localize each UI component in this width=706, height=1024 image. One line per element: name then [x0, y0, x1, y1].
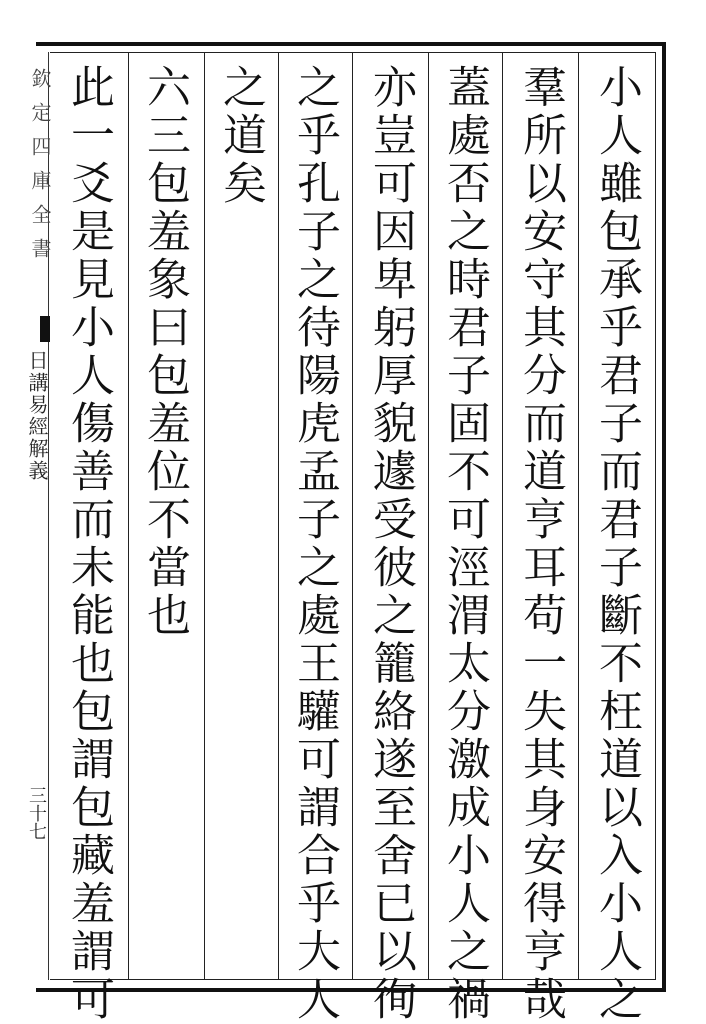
text-column-7: 六三包羞象曰包羞位不當也 [139, 64, 190, 640]
column-rule [278, 52, 279, 980]
column-rule [204, 52, 205, 980]
column-rule [428, 52, 429, 980]
column-rule [578, 52, 579, 980]
text-column-2: 羣所以安守其分而道亨耳苟一失其身安得亨哉 [515, 64, 566, 1024]
text-column-3: 蓋處否之時君子固不可涇渭太分激成小人之禍 [439, 64, 490, 1024]
text-column-8: 此一爻是見小人傷善而未能也包謂包藏羞謂可 [63, 64, 114, 1024]
margin-book-title: 日講易經解義 [25, 350, 49, 482]
margin-page-number: 三十七 [26, 786, 47, 840]
column-rule [352, 52, 353, 980]
margin-header: 欽定四庫全書 [28, 68, 52, 272]
column-rule [502, 52, 503, 980]
fold-marker [40, 316, 50, 342]
text-column-4: 亦豈可因卑躬厚貌遽受彼之籠絡遂至舍已以徇 [365, 64, 416, 1024]
text-column-1: 小人雖包承乎君子而君子斷不枉道以入小人之 [591, 64, 642, 1024]
text-column-6: 之道矣 [215, 64, 266, 208]
column-rule [128, 52, 129, 980]
text-column-5: 之乎孔子之待陽虎孟子之處王驩可謂合乎大人 [289, 64, 340, 1024]
